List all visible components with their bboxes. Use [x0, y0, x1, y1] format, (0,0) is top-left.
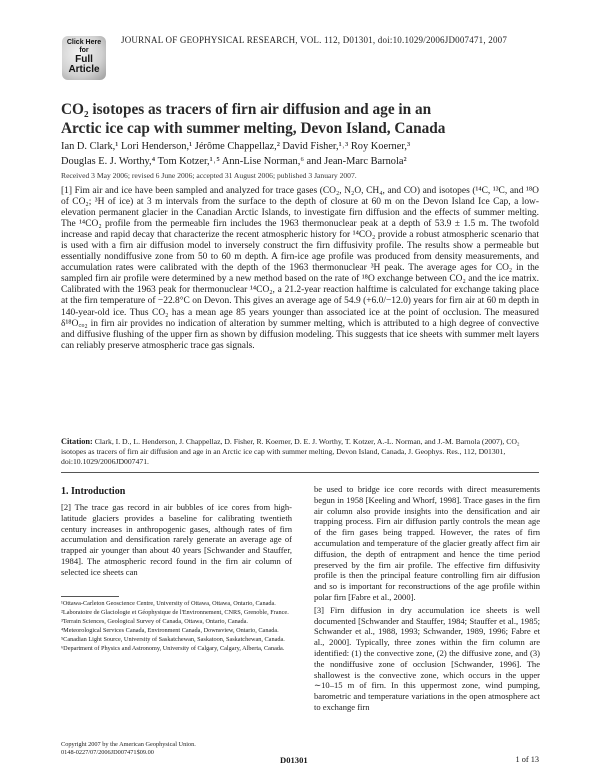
intro-paragraph-2-cont: be used to bridge ice core records with direct measurements begun in 1958 [Keeling and Whorf, 1998]. Trace gases in the firn air column also provide insights into the densification and air trapping process. Firn air diffusion partly controls the mean age of the firn gases being trapped. However, the rates of firn accumulation and temperature of the glacier greatly affect firn air diffusion, the depth of entrapment and hence the time period preserved by the firn air profile. The effective firn diffusivity profile is then the principal feature controlling firn air diffusion and so is important for reconstructions of the age profile within polar firn [Fabre et al., 2000].: [314, 484, 540, 602]
citation: [61, 437, 539, 467]
article-id-footer: D01301: [280, 755, 308, 765]
abstract: [61, 186, 539, 352]
author-list: [61, 139, 541, 169]
article-title: [61, 100, 541, 138]
title-line-2: Arctic ice cap with summer melting, Devon Island, Canada: [61, 120, 446, 137]
authors-line-1: Ian D. Clark,¹ Lori Henderson,¹ Jérôme Chappellaz,² David Fisher,¹˒³ Roy Koerner,³: [61, 141, 411, 152]
full-article-badge[interactable]: [62, 36, 106, 80]
footnote: ⁶Department of Physics and Astronomy, University of Calgary, Calgary, Alberta, Canada.: [61, 645, 285, 653]
section-divider: [61, 472, 539, 473]
journal-header: JOURNAL OF GEOPHYSICAL RESEARCH, VOL. 112, D01301, doi:10.1029/2006JD007471, 2007: [121, 35, 508, 45]
footnote-rule: [61, 596, 119, 597]
footnote: ⁵Canadian Light Source, University of Saskatchewan, Saskatoon, Saskatchewan, Canada.: [61, 636, 285, 644]
intro-left-column: [61, 502, 292, 578]
intro-paragraph-2: [2] The trace gas record in air bubbles of ice cores from high-latitude glaciers provides a baseline for calibrating twentieth century increases in anthropogenic gases, although rates of firn accumulation and densification rarely generate an average age of trapped air younger than about 40 years [Schwander and Stauffer, 1984]. The atmospheric record found in the firn air column of selected ice sheets can: [61, 502, 292, 577]
citation-label: Citation:: [61, 437, 93, 446]
page-number: 1 of 13: [515, 755, 539, 764]
intro-right-column: [314, 484, 540, 713]
abstract-text: [1] Fim air and ice have been sampled and analyzed for trace gases (CO₂, N₂O, CH₄, and CO) and isotopes (¹⁴C, ¹³C, and ¹⁸O of CO₂; ³H of ice) at 3 m intervals from the surface to the depth of closure at 60 m on the Devon Island Ice Cap, a low-elevation permanent glacier in the Canadian Arctic Islands, to investigate firn diffusion and the effects of summer melting. The ¹⁴CO₂ profile from the permeable firn includes the 1963 thermonuclear peak at a depth of 53.9 ± 1.5 m. The twofold increase and rapid decay that characterize the recent atmospheric history for ¹⁴CO₂ provide a robust atmospheric scenario that is used with a firn air diffusion model to inversely construct the firn diffusivity profile. The results show a permeable but essentially nondiffusive zone from 50 to 60 m depth. A firn-ice age profile was produced from density measurements, and accumulation rates were calibrated with the depth of the 1963 thermonuclear ³H peak. The average ages for CO₂ in the sampled firn air profile were determined by a new method based on the rate of ¹⁸O exchange between CO₂ and the ice matrix. Calibrated with the 1963 peak for thermonuclear ¹⁴CO₂, a 21.2-year reaction halftime is calculated for exchange taking place at the firn temperature of −22.8°C on Devon. This gives an average age of 54.9 (+6.0/−12.0) years for firn air at 60 m depth in 140-year-old ice. Thus CO₂ has a mean age 85 years younger than associated ice at the point of occlusion. The measured δ¹⁸O꜀ₒ₂ in firn air provides no indication of alteration by summer melting, which is attributed to a high degree of convective and diffusive flushing of the upper firn as shown by diffusion modeling. This suggests that ice sheets with summer melt layers can reliably preserve atmospheric trace gas signals.: [61, 186, 539, 351]
footnote: ²Laboratoire de Glaciologie et Géophysique de l'Environnement, CNRS, Grenoble, France.: [61, 609, 289, 617]
section-heading-introduction: 1. Introduction: [61, 486, 126, 497]
copyright-line-1: Copyright 2007 by the American Geophysical Union.: [61, 741, 196, 748]
footnote: ³Terrain Sciences, Geological Survey of Canada, Ottawa, Ontario, Canada.: [61, 618, 248, 626]
authors-line-2: Douglas E. J. Worthy,⁴ Tom Kotzer,¹˒⁵ Ann-Lise Norman,⁶ and Jean-Marc Barnola²: [61, 156, 407, 167]
publication-dates: Received 3 May 2006; revised 6 June 2006; accepted 31 August 2006; published 3 January 2007.: [61, 171, 357, 180]
intro-paragraph-3: [3] Firn diffusion in dry accumulation ice sheets is well documented [Schwander and Stauffer, 1984; Stauffer et al., 1985; Schwander et al., 1988, 1993; Schwander, 1989, 1996; Fabre et al., 2000]. Typically, three zones within the firn column are identified: (1) the convective zone, (2) the diffusive zone, and (3) the nondiffusive zone of occlusion [Schwander, 1996]. The shallowest is the convective zone, which occurs in the upper ∼10–15 m of firn. In this uppermost zone, wind pumping, barometric and temperature variations in the open atmosphere act to exchange firn: [314, 604, 540, 712]
affiliation-footnotes: [61, 600, 292, 655]
copyright-notice: [61, 741, 196, 757]
footnote: ⁴Meteorological Services Canada, Environment Canada, Downsview, Ontario, Canada.: [61, 627, 279, 635]
footnote: ¹Ottawa-Carleton Geoscience Centre, University of Ottawa, Ottawa, Ontario, Canada.: [61, 600, 276, 607]
badge-label: Click Here for Full Article: [66, 39, 102, 75]
title-line-1: CO₂ isotopes as tracers of firn air diffusion and age in an: [61, 101, 432, 118]
copyright-line-2: 0148-0227/07/2006JD007471$09.00: [61, 749, 154, 756]
citation-text: Clark, I. D., L. Henderson, J. Chappellaz, D. Fisher, R. Koerner, D. E. J. Worthy, T. Kotzer, A.-L. Norman, and J.-M. Barnola (2007), CO₂ isotopes as tracers of firn air diffusion and age in an Arctic ice cap with summer melting, Devon Island, Canada, J. Geophys. Res., 112, D01301, doi:10.1029/2006JD007471.: [61, 437, 520, 466]
